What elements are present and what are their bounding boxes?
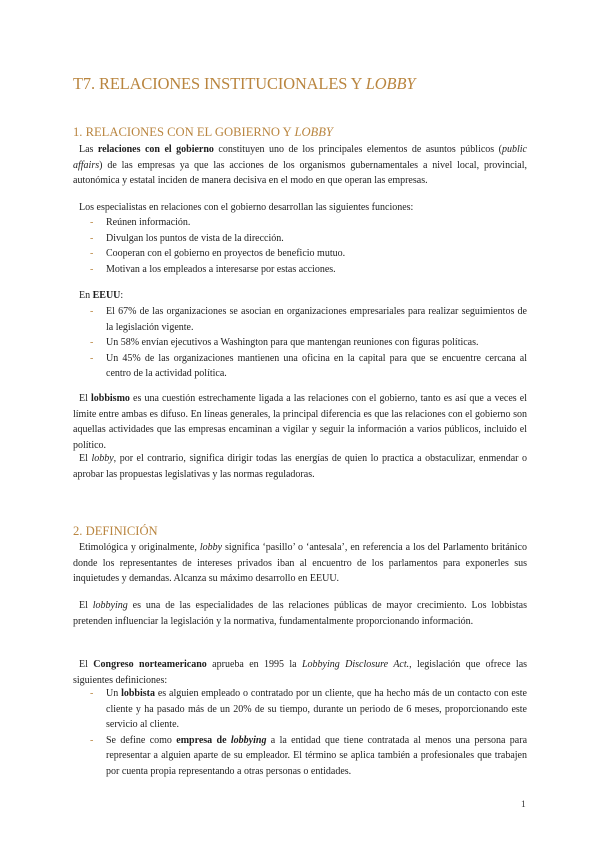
list-item: - Reúnen información. — [90, 217, 191, 228]
list-item: - Un lobbista es alguien empleado o contratado por un cliente, que ha hecho más de un contacto con este cliente y ha pasado más de un 20% de su tiempo, durante un periodo de 6 meses, proporcionando este servicio al cliente. — [90, 688, 527, 731]
paragraph-lobbying: El lobbying es una de las especialidades de las relaciones públicas de mayor crecimiento. Los lobbistas pretenden influenciar la legislación y la normativa, fundamentalmente proporcionando información. — [73, 600, 527, 627]
section-heading-relaciones: 1. RELACIONES CON EL GOBIERNO Y LOBBY — [73, 125, 333, 139]
eeuu-list — [73, 304, 527, 382]
list-item: - Divulgan los puntos de vista de la dirección. — [90, 232, 284, 244]
paragraph-eeuu-intro: En EEUU: — [79, 290, 124, 301]
list-item: - Se define como empresa de lobbying a la entidad que tiene contratada al menos una persona para representar a alguien aparte de su empleador. El término se aplica también a profesionales que trabajen por cuenta propia representando a otras personas o entidades. — [90, 734, 528, 777]
document-title: T7. RELACIONES INSTITUCIONALES Y LOBBY — [73, 74, 416, 93]
list-item: - Un 45% de las organizaciones mantienen una oficina en la capital para que se encuentre cercana al centro de la actividad política. — [90, 352, 527, 380]
paragraph-lobby-contrario: El lobby, por el contrario, significa dirigir todas las energías de quien lo practica a obstaculizar, enmendar o aprobar las propuestas legislativas y las normas reguladoras. — [73, 453, 527, 480]
list-item: - Motivan a los empleados a interesarse por estas acciones. — [90, 263, 336, 275]
definitions-list — [73, 686, 527, 780]
paragraph-relaciones-gobierno: Las relaciones con el gobierno constituyen uno de los principales elementos de asuntos públicos (public affairs) de las empresas ya que las acciones de los organismos gubernamentales a nivel local, provincial, autonómica y estatal inciden de manera decisiva en el modo en que operan las empresas. — [73, 144, 527, 187]
page-number: 1 — [521, 800, 526, 810]
paragraph-lobbismo: El lobbismo es una cuestión estrechamente ligada a las relaciones con el gobierno, tanto es así que a veces el límite entre ambas es difuso. En líneas generales, la principal diferencia es que las relaciones con el gobierno son aquellas actividades que las empresas encaminan a vigilar y seguir la información a varios públicos, incluido el político. — [73, 393, 528, 451]
section-heading-definicion: 2. DEFINICIÓN — [73, 524, 158, 538]
list-item: - Un 58% envían ejecutivos a Washington para que mantengan reuniones con figuras políticas. — [90, 337, 479, 349]
paragraph-etimologia: Etimológica y originalmente, lobby significa ‘pasillo’ o ‘antesala’, en referencia a los del Parlamento británico donde los representantes de intereses privados iban al encuentro de los parlamentos para exponerles sus inquietudes y demandas. Alcanza su máximo desarrollo en EEUU. — [73, 542, 527, 585]
paragraph-congreso: El Congreso norteamericano aprueba en 1995 la Lobbying Disclosure Act., legislación que ofrece las siguientes definiciones: — [73, 659, 528, 686]
list-item: - El 67% de las organizaciones se asocian en organizaciones empresariales para realizar seguimientos de la legislación vigente. — [90, 306, 527, 333]
paragraph-especialistas: Los especialistas en relaciones con el gobierno desarrollan las siguientes funciones: — [79, 202, 414, 213]
list-item: - Cooperan con el gobierno en proyectos de beneficio mutuo. — [90, 248, 346, 260]
functions-list — [73, 215, 527, 277]
